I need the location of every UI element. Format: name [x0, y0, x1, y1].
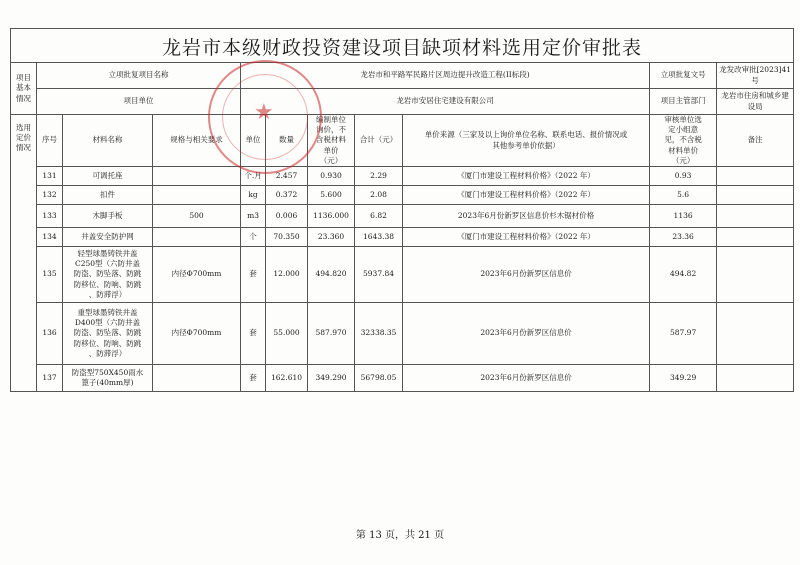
cell-remark — [717, 228, 794, 247]
approved-name-value: 龙岩市和平路军民路片区周边提升改造工程(II标段) — [241, 63, 650, 89]
cell-name: 防盗型750X450雨水 篦子(40mm厚) — [63, 365, 153, 392]
cell-approved: 23.36 — [650, 228, 717, 247]
cell-price: 0.930 — [308, 167, 355, 186]
cell-no: 137 — [37, 365, 63, 392]
table-row — [11, 186, 794, 205]
info-row-unit — [11, 89, 794, 115]
cell-name: 重型球墨铸铁井盖 D400型（六防井盖 防盗、防坠落、防跳 防移位、防响、防跳 、防滞浮） — [63, 303, 153, 365]
approval-table — [10, 62, 794, 392]
cell-unit: m3 — [241, 205, 266, 228]
cell-approved: 1136 — [650, 205, 717, 228]
cell-unit: 套 — [241, 247, 266, 303]
cell-no: 133 — [37, 205, 63, 228]
cell-approved: 349.29 — [650, 365, 717, 392]
header-price: 编制单位 询价，不 含税材料 单价 （元） — [308, 115, 355, 167]
page-footer: 第 13 页，共 21 页 — [355, 530, 445, 541]
section-label-selection: 选用 定价 情况 — [11, 115, 37, 392]
cell-source: 2023年6月份新罗区信息价 — [403, 303, 650, 365]
cell-spec: 500 — [153, 205, 241, 228]
cell-approved: 0.93 — [650, 167, 717, 186]
cell-qty: 2.457 — [266, 167, 308, 186]
cell-price: 1136.000 — [308, 205, 355, 228]
cell-total: 2.29 — [355, 167, 403, 186]
cell-total: 56798.05 — [355, 365, 403, 392]
header-total: 合计（元） — [355, 115, 403, 167]
table-header-row — [11, 115, 794, 167]
table-row — [11, 365, 794, 392]
cell-remark — [717, 365, 794, 392]
cell-no: 131 — [37, 167, 63, 186]
cell-unit: kg — [241, 186, 266, 205]
cell-qty: 55.000 — [266, 303, 308, 365]
cell-unit: 套 — [241, 303, 266, 365]
cell-remark — [717, 303, 794, 365]
cell-name: 轻型球墨铸铁井盖 C250型（六防井盖 防盗、防坠落、防跳 防移位、防响、防跳 、防滞浮） — [63, 247, 153, 303]
cell-unit: 个.月 — [241, 167, 266, 186]
cell-total: 2.08 — [355, 186, 403, 205]
cell-price: 494.820 — [308, 247, 355, 303]
cell-price: 5.600 — [308, 186, 355, 205]
header-source: 单价来源（三家及以上询价单位名称、联系电话、报价情况或 其他参考单价依据） — [403, 115, 650, 167]
header-name: 材料名称 — [63, 115, 153, 167]
header-spec: 规格与相关要求 — [153, 115, 241, 167]
cell-name: 可调托座 — [63, 167, 153, 186]
cell-spec — [153, 365, 241, 392]
cell-source: 《厦门市建设工程材料价格》（2022 年） — [403, 186, 650, 205]
table-row — [11, 303, 794, 365]
seal-star-icon: ★ — [254, 100, 274, 125]
cell-approved: 587.97 — [650, 303, 717, 365]
cell-spec: 内径Φ700mm — [153, 303, 241, 365]
cell-no: 134 — [37, 228, 63, 247]
cell-price: 23.360 — [308, 228, 355, 247]
approved-name-label: 立项批复项目名称 — [37, 63, 241, 89]
cell-price: 349.290 — [308, 365, 355, 392]
cell-qty: 70.350 — [266, 228, 308, 247]
approval-doc-label: 立项批复文号 — [650, 63, 717, 89]
cell-qty: 162.610 — [266, 365, 308, 392]
header-qty: 数量 — [266, 115, 308, 167]
cell-total: 1643.38 — [355, 228, 403, 247]
cell-approved: 5.6 — [650, 186, 717, 205]
table-row — [11, 247, 794, 303]
table-row — [11, 228, 794, 247]
cell-spec — [153, 228, 241, 247]
cell-spec: 内径Φ700mm — [153, 247, 241, 303]
cell-approved: 494.82 — [650, 247, 717, 303]
cell-remark — [717, 167, 794, 186]
cell-unit: 个 — [241, 228, 266, 247]
cell-name: 井盖安全防护网 — [63, 228, 153, 247]
cell-remark — [717, 186, 794, 205]
header-approved: 审核单位选 定小组意 见，不含税 材料单价 （元） — [650, 115, 717, 167]
cell-qty: 12.000 — [266, 247, 308, 303]
header-unit: 单位 — [241, 115, 266, 167]
cell-source: 2023年6月份新罗区信息价杉木锯材价格 — [403, 205, 650, 228]
cell-remark — [717, 205, 794, 228]
cell-source: 《厦门市建设工程材料价格》（2022 年） — [403, 167, 650, 186]
cell-qty: 0.372 — [266, 186, 308, 205]
header-remark: 备注 — [717, 115, 794, 167]
cell-name: 扣件 — [63, 186, 153, 205]
dept-label: 项目主管部门 — [650, 89, 717, 115]
table-row — [11, 205, 794, 228]
cell-no: 136 — [37, 303, 63, 365]
cell-spec — [153, 167, 241, 186]
unit-label: 项目单位 — [37, 89, 241, 115]
cell-spec — [153, 186, 241, 205]
cell-name: 木脚手板 — [63, 205, 153, 228]
cell-source: 2023年6月份新罗区信息价 — [403, 365, 650, 392]
unit-value: 龙岩市安居住宅建设有限公司 — [241, 89, 650, 115]
cell-total: 6.82 — [355, 205, 403, 228]
info-row-name — [11, 63, 794, 89]
cell-source: 《厦门市建设工程材料价格》（2022 年） — [403, 228, 650, 247]
section-label-basic: 项目 基本 情况 — [11, 63, 37, 115]
cell-total: 32338.35 — [355, 303, 403, 365]
cell-unit: 套 — [241, 365, 266, 392]
cell-source: 2023年6月份新罗区信息价 — [403, 247, 650, 303]
cell-no: 132 — [37, 186, 63, 205]
dept-value: 龙岩市住房和城乡建设局 — [717, 89, 794, 115]
header-no: 序号 — [37, 115, 63, 167]
cell-no: 135 — [37, 247, 63, 303]
cell-total: 5937.84 — [355, 247, 403, 303]
cell-price: 587.970 — [308, 303, 355, 365]
cell-qty: 0.006 — [266, 205, 308, 228]
approval-doc-value: 龙发改审批[2023]41号 — [717, 63, 794, 89]
document-title: 龙岩市本级财政投资建设项目缺项材料选用定价审批表 — [10, 28, 794, 63]
table-row — [11, 167, 794, 186]
cell-remark — [717, 247, 794, 303]
